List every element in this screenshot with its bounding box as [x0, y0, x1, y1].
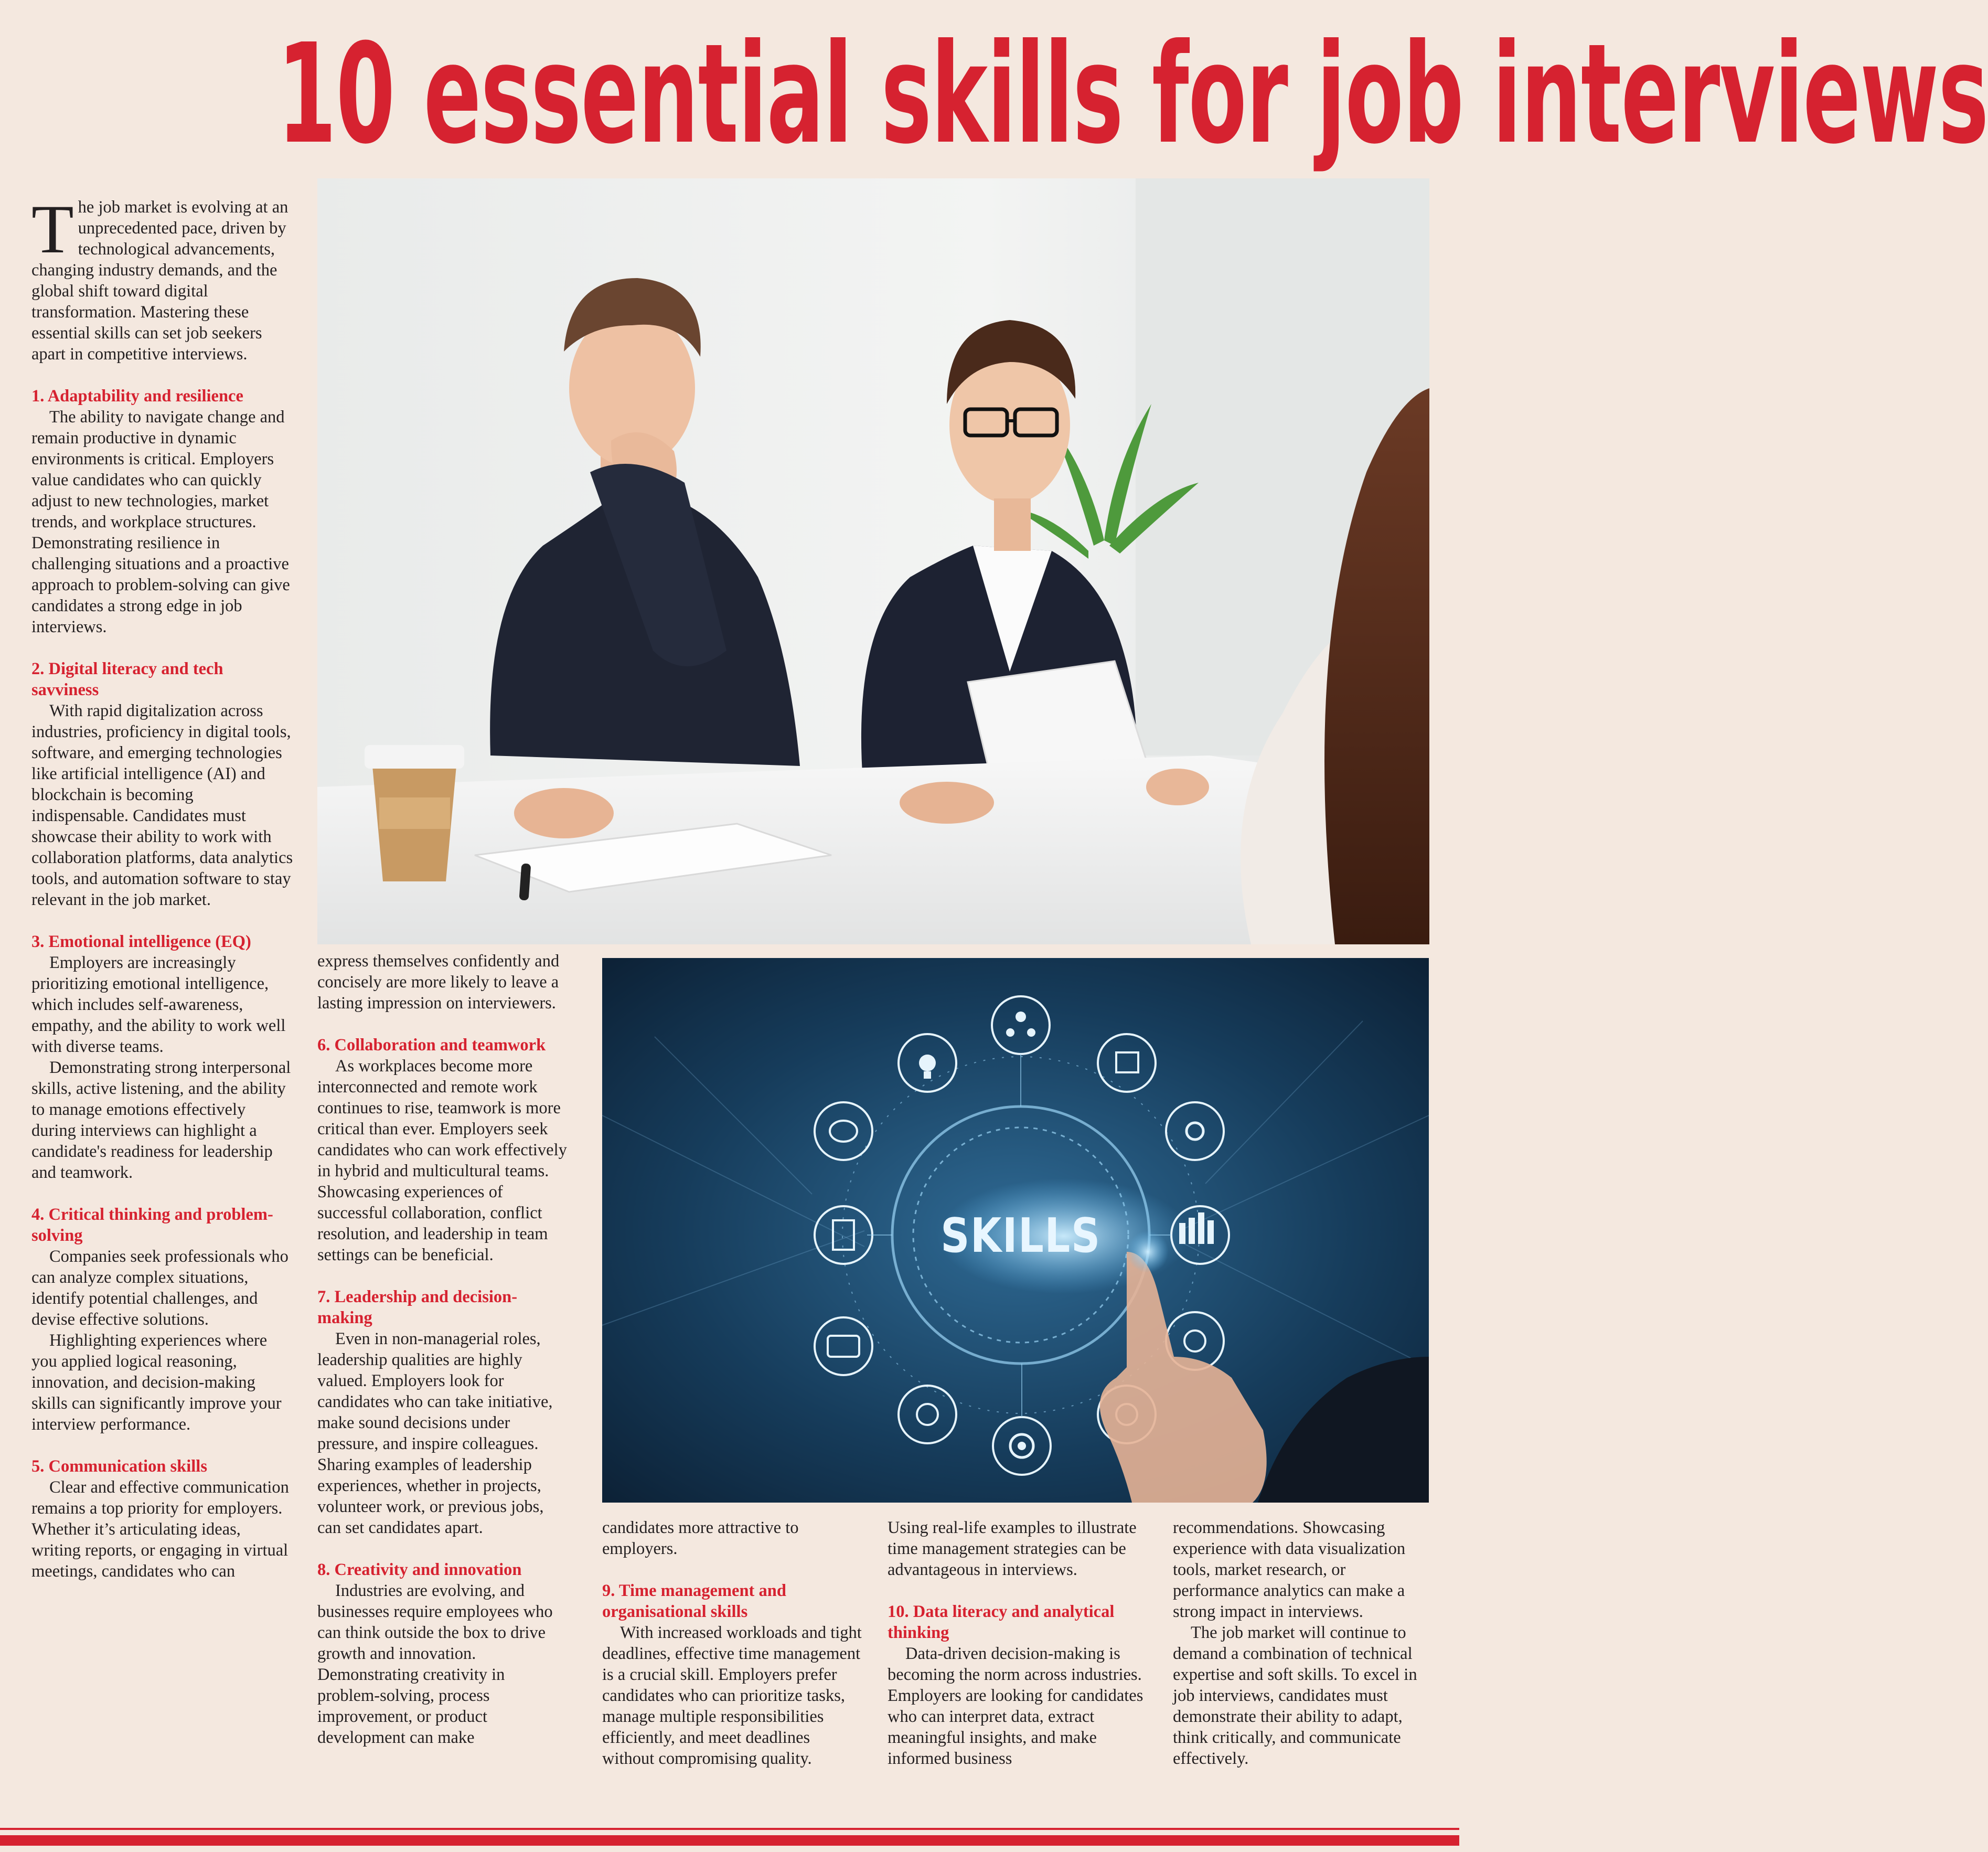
interview-illustration [317, 178, 1429, 944]
section-8-body: Industries are evolving, and businesses require employees who can think outside the box to drive growth and innovation. Demonstrating creativity in problem-solving, process improvement, or product development can make [317, 1581, 553, 1747]
section-2-body: With rapid digitalization across industries, proficiency in digital tools, software, and emerging technologies like artificial intelligence (AI) and blockchain is becoming indispensable. Candidates must showcase their ability to work with collaboration platforms, data analytics tools, and automation software to stay relevant in the job market. [31, 701, 293, 909]
headline: 10 essential skills for job interviews [277, 14, 1988, 174]
intro-paragraph [31, 190, 294, 365]
skills-graphic [602, 958, 1429, 1503]
column-4 [888, 1517, 1152, 1769]
section-6-body: As workplaces become more interconnected and remote work continues to rise, teamwork is more critical than ever. Employers seek candidates who can work effectively in hybrid and multicultural teams. Showcasing experiences of successful collaboration, conflict resolution, and leadership in team settings can be beneficial. [317, 1057, 567, 1264]
section-1-body: The ability to navigate change and remain productive in dynamic environments is critical. Employers value candidates who can quickly adjust to new technologies, market trends, and workplace structures. Demonstrating resilience in challenging situations and a proactive approach to problem-solving can give candidates a strong edge in job interviews. [31, 408, 290, 636]
section-7-body: Even in non-managerial roles, leadership qualities are highly valued. Employers look for candidates who can take initiative, make sound decisions under pressure, and inspire colleagues. Sharing examples of leadership experiences, whether in projects, volunteer work, or previous jobs, can set candidates apart. [317, 1329, 553, 1537]
drop-cap: T [31, 190, 74, 268]
column-1 [31, 190, 294, 1582]
skills-network-illustration [602, 958, 1429, 1503]
bottom-rule-thin [0, 1828, 1459, 1830]
skills-label: SKILLS [940, 1207, 1101, 1263]
column-2 [317, 951, 568, 1748]
section-5-continued: express themselves confidently and concisely are more likely to leave a lasting impression on interviewers. [317, 952, 560, 1013]
section-3-title: 3. Emotional intelligence (EQ) [31, 932, 251, 951]
section-5-title: 5. Communication skills [31, 1457, 207, 1476]
section-9-continued: Using real-life examples to illustrate time management strategies can be advantageous in interviews. [888, 1518, 1137, 1579]
interview-photo [317, 178, 1429, 944]
section-2-title: 2. Digital literacy and tech savviness [31, 659, 223, 699]
section-6-title: 6. Collaboration and teamwork [317, 1036, 546, 1055]
section-10-title: 10. Data literacy and analytical thinking [888, 1602, 1115, 1642]
section-8-continued: candidates more attractive to employers. [602, 1518, 799, 1558]
section-4-body-2: Highlighting experiences where you applied logical reasoning, innovation, and decision-making skills can significantly improve your interview performance. [31, 1331, 282, 1434]
column-3 [602, 1517, 864, 1769]
closing-paragraph: The job market will continue to demand a combination of technical expertise and soft skills. To excel in job interviews, candidates must demonstrate their ability to adapt, think critically, and communicate effectively. [1173, 1623, 1417, 1768]
section-1-title: 1. Adaptability and resilience [31, 387, 243, 406]
section-9-title: 9. Time management and organisational skills [602, 1581, 786, 1621]
section-9-body: With increased workloads and tight deadlines, effective time management is a crucial skill. Employers prefer candidates who can prioritize tasks, manage multiple responsibilities efficiently, and meet deadlines without compromising quality. [602, 1623, 862, 1768]
section-4-title: 4. Critical thinking and problem-solving [31, 1205, 273, 1245]
section-10-body: Data-driven decision-making is becoming the norm across industries. Employers are looking for candidates who can interpret data, extract meaningful insights, and make informed business [888, 1644, 1143, 1768]
bottom-rule [0, 1835, 1459, 1846]
intro-text: he job market is evolving at an unprecedented pace, driven by technological advancements, changing industry demands, and the global shift toward digital transformation. Mastering these essential skills can set job seekers apart in competitive interviews. [31, 198, 288, 364]
section-8-title: 8. Creativity and innovation [317, 1560, 522, 1579]
section-5-body: Clear and effective communication remains a top priority for employers. Whether it’s articulating ideas, writing reports, or engaging in virtual meetings, candidates who can [31, 1478, 289, 1581]
section-7-title: 7. Leadership and decision-making [317, 1287, 518, 1327]
column-5 [1173, 1517, 1434, 1769]
section-10-continued: recommendations. Showcasing experience with data visualization tools, market research, or performance analytics can make a strong impact in interviews. [1173, 1518, 1406, 1621]
section-3-body-1: Employers are increasingly prioritizing emotional intelligence, which includes self-awareness, empathy, and the ability to work well with diverse teams. [31, 953, 286, 1056]
section-4-body-1: Companies seek professionals who can analyze complex situations, identify potential challenges, and devise effective solutions. [31, 1247, 288, 1329]
section-3-body-2: Demonstrating strong interpersonal skills, active listening, and the ability to manage emotions effectively during interviews can highlight a candidate's readiness for leadership and teamwork. [31, 1058, 291, 1182]
